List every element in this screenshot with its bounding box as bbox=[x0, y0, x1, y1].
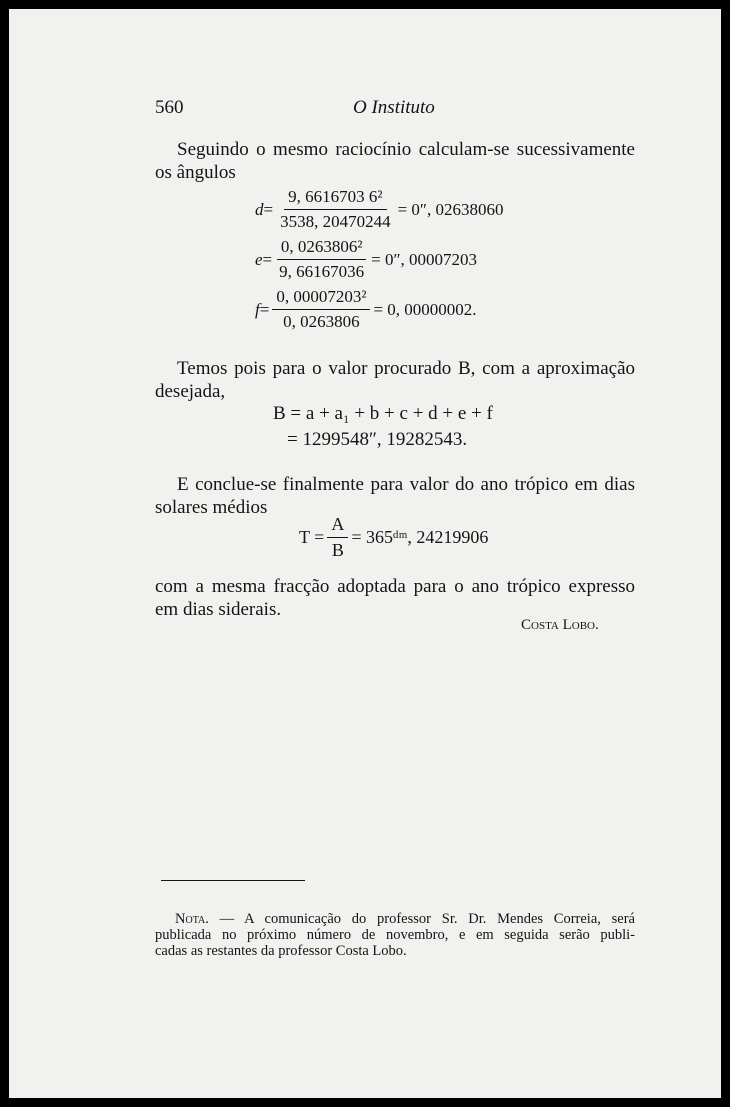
formula-f-denominator: 0, 0263806 bbox=[283, 312, 360, 331]
running-title: O Instituto bbox=[353, 97, 435, 118]
footnote-line-3: cadas as restantes da professor Costa Lobo. bbox=[155, 943, 407, 959]
closing-paragraph bbox=[155, 575, 635, 621]
formula-d-fraction bbox=[276, 187, 395, 232]
intro-line-2: os ângulos bbox=[155, 162, 236, 183]
closing-line-2: em dias siderais. bbox=[155, 599, 282, 620]
formula-f-fraction bbox=[272, 287, 370, 332]
formula-d-numerator: 9, 6616703 6² bbox=[284, 187, 386, 210]
footnote-line-1 bbox=[155, 911, 635, 927]
formula-d bbox=[255, 187, 504, 232]
formula-e-numerator: 0, 0263806² bbox=[277, 237, 367, 260]
formula-t-rhs: = 365ᵈᵐ, 24219906 bbox=[351, 527, 489, 547]
formula-t-lhs: T = bbox=[299, 527, 325, 547]
formula-e bbox=[255, 237, 477, 282]
closing-line-1: com a mesma fracção adoptada para o ano trópico expresso bbox=[155, 576, 635, 597]
conclusion-paragraph bbox=[155, 473, 635, 519]
sum-result: = 1299548″, 19282543. bbox=[287, 429, 468, 450]
page-number: 560 bbox=[155, 97, 184, 118]
formula-e-equals: = bbox=[262, 249, 273, 269]
formula-f bbox=[255, 287, 477, 332]
conclusion-line-2: solares médios bbox=[155, 497, 268, 518]
formula-e-fraction bbox=[275, 237, 368, 282]
page bbox=[9, 9, 721, 1098]
formula-f-equals: = bbox=[259, 299, 270, 319]
intro-paragraph bbox=[155, 138, 635, 184]
formula-e-denominator: 9, 66167036 bbox=[279, 262, 365, 281]
formula-d-variable: d bbox=[255, 199, 264, 219]
formula-t-fraction bbox=[327, 514, 348, 561]
signature: Costa Lobo. bbox=[521, 617, 599, 633]
formula-d-equals: = bbox=[263, 199, 274, 219]
formula-t bbox=[299, 514, 488, 561]
formula-e-variable: e bbox=[255, 249, 263, 269]
temos-line-2: desejada, bbox=[155, 381, 226, 402]
conclusion-line-1: E conclue-se finalmente para valor do ano trópico em dias bbox=[177, 474, 635, 495]
temos-line-1: Temos pois para o valor procurado B, com a aproximação bbox=[177, 358, 635, 379]
formula-d-result: = 0″, 02638060 bbox=[397, 199, 504, 219]
sum-equation: B = a + a₁ + b + c + d + e + f bbox=[273, 403, 493, 424]
formula-e-result: = 0″, 00007203 bbox=[371, 249, 478, 269]
intro-line-1: Seguindo o mesmo raciocínio calculam-se sucessivamente bbox=[177, 139, 635, 160]
formula-f-numerator: 0, 00007203² bbox=[272, 287, 370, 310]
formula-t-denominator: B bbox=[331, 540, 344, 560]
formula-f-result: = 0, 00000002. bbox=[373, 299, 477, 319]
formula-t-numerator: A bbox=[327, 514, 348, 538]
footnote-line-2: publicada no próximo número de novembro, e em seguida serão publi- bbox=[155, 927, 635, 943]
footnote-divider bbox=[161, 880, 305, 881]
footnote-label: Nota. bbox=[175, 911, 209, 927]
footnote-text-1: — A comunicação do professor Sr. Dr. Mendes Correia, será bbox=[208, 911, 635, 927]
formula-d-denominator: 3538, 20470244 bbox=[280, 212, 391, 231]
footnote bbox=[155, 911, 635, 959]
temos-paragraph bbox=[155, 357, 635, 403]
formula-f-variable: f bbox=[255, 299, 260, 319]
